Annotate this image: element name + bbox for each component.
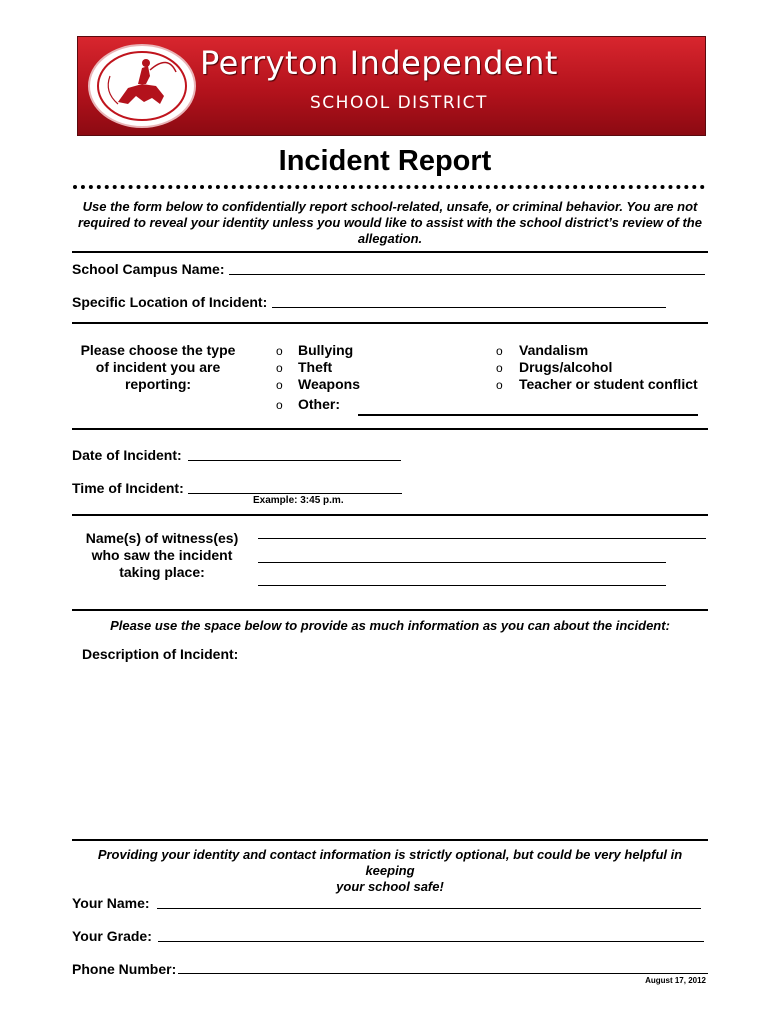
section-divider [72, 322, 708, 324]
section-divider [72, 839, 708, 841]
time-example: Example: 3:45 p.m. [253, 495, 344, 506]
prompt-line: Please choose the type [80, 342, 236, 358]
description-textarea[interactable] [72, 668, 708, 836]
option-weapons: Weapons [298, 376, 360, 392]
district-subtitle: SCHOOL DISTRICT [310, 93, 488, 113]
date-input[interactable] [188, 460, 401, 461]
witness-label-line: taking place: [119, 564, 205, 580]
footer-date: August 17, 2012 [645, 976, 706, 985]
description-instruction: Please use the space below to provide as much information as you can about the incident: [110, 618, 670, 633]
section-divider [72, 609, 708, 611]
option-vandalism: Vandalism [519, 342, 589, 358]
weapons-checkbox[interactable]: o [276, 378, 283, 392]
title-divider [73, 185, 705, 189]
name-input[interactable] [157, 908, 701, 909]
time-label: Time of Incident: [72, 480, 184, 496]
grade-input[interactable] [158, 941, 704, 942]
campus-input[interactable] [229, 274, 705, 275]
option-drugs-alcohol: Drugs/alcohol [519, 359, 613, 375]
contact-note-line: Providing your identity and contact information is strictly optional, but could be very helpful in keeping [97, 847, 683, 878]
date-label: Date of Incident: [72, 447, 182, 463]
contact-note-line: your school safe! [336, 879, 444, 894]
location-label: Specific Location of Incident: [72, 294, 268, 310]
prompt-line: of incident you are [95, 359, 221, 375]
phone-label: Phone Number: [72, 961, 177, 977]
prompt-line: reporting: [124, 376, 192, 392]
intro-text: Use the form below to confidentially report school-related, unsafe, or criminal behavior. You are not required to reveal your identity unless you would like to assist with the school district’s review of the allegation. [78, 199, 702, 246]
description-label: Description of Incident: [82, 646, 239, 662]
option-other: Other: [298, 396, 340, 412]
contact-note [72, 847, 708, 895]
name-label: Your Name: [72, 895, 150, 911]
other-input[interactable] [358, 414, 698, 416]
option-teacher-student-conflict: Teacher or student conflict [519, 376, 698, 392]
section-divider [72, 428, 708, 430]
district-logo-icon [88, 44, 196, 128]
bullying-checkbox[interactable]: o [276, 344, 283, 358]
conflict-checkbox[interactable]: o [496, 378, 503, 392]
witness-input-3[interactable] [258, 585, 666, 586]
vandalism-checkbox[interactable]: o [496, 344, 503, 358]
witness-label-line: Name(s) of witness(es) [85, 530, 239, 546]
campus-label: School Campus Name: [72, 261, 225, 277]
time-input[interactable] [188, 493, 402, 494]
witness-label [72, 530, 252, 581]
phone-input[interactable] [178, 973, 708, 974]
incident-type-prompt [72, 342, 244, 393]
option-bullying: Bullying [298, 342, 354, 358]
location-input[interactable] [272, 307, 666, 308]
section-divider [72, 514, 708, 516]
witness-label-line: who saw the incident [91, 547, 233, 563]
section-divider [72, 251, 708, 253]
other-checkbox[interactable]: o [276, 398, 283, 412]
theft-checkbox[interactable]: o [276, 361, 283, 375]
page-title: Incident Report [278, 145, 492, 177]
option-theft: Theft [298, 359, 333, 375]
grade-label: Your Grade: [72, 928, 152, 944]
drugs-checkbox[interactable]: o [496, 361, 503, 375]
witness-input-1[interactable] [258, 538, 706, 539]
witness-input-2[interactable] [258, 562, 666, 563]
district-name: Perryton Independent [200, 44, 558, 82]
